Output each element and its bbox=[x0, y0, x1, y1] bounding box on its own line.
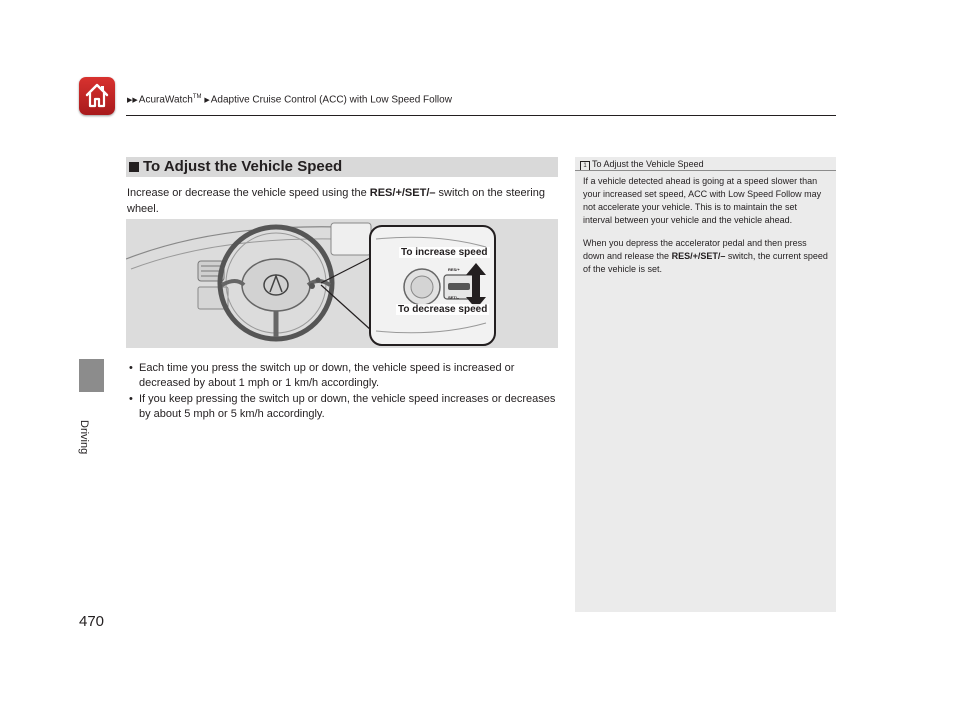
section-heading bbox=[126, 157, 558, 177]
reference-icon: 1 bbox=[580, 161, 590, 171]
note-paragraph: If a vehicle detected ahead is going at a speed slower than your increased set speed, ACC with Low Speed Follow may not accelerate your vehicle. This is to maintain the set interval between your vehicle and the vehicle ahead. bbox=[583, 176, 822, 225]
decrease-speed-callout: To decrease speed bbox=[398, 304, 488, 315]
heading-square-icon bbox=[129, 162, 139, 172]
res-switch-label: RES/+ bbox=[448, 267, 460, 272]
side-tab-label: Driving bbox=[78, 420, 90, 455]
side-tab-marker bbox=[79, 359, 104, 392]
note-title-text: To Adjust the Vehicle Speed bbox=[592, 159, 704, 169]
bullet-list bbox=[127, 361, 559, 423]
intro-paragraph bbox=[127, 185, 559, 217]
intro-text-end: switch on the steering wheel. bbox=[127, 187, 545, 215]
steering-wheel-illustration bbox=[126, 219, 558, 348]
bullet-item: • Each time you press the switch up or down, the vehicle speed is increased or decreased by about 1 mph or 1 km/h accordingly. bbox=[127, 361, 559, 391]
note-text: When you depress the accelerator pedal and then press down and release the bbox=[583, 238, 807, 261]
header-rule bbox=[126, 115, 836, 116]
note-switch-name: RES/+/SET/– bbox=[671, 251, 726, 261]
switch-name: RES/+/SET/– bbox=[369, 187, 436, 199]
note-body bbox=[583, 175, 828, 286]
home-button[interactable] bbox=[79, 77, 115, 115]
note-rule bbox=[575, 170, 836, 171]
section-title: To Adjust the Vehicle Speed bbox=[143, 158, 343, 175]
breadcrumb-arrow-icon: ▶ bbox=[204, 97, 210, 105]
page-number: 470 bbox=[79, 613, 105, 630]
home-icon bbox=[84, 82, 110, 109]
breadcrumb-arrow-icon: ▶▶ bbox=[127, 97, 138, 105]
intro-text: Increase or decrease the vehicle speed using the bbox=[127, 187, 370, 199]
bullet-item: • If you keep pressing the switch up or down, the vehicle speed increases or decreases by about 5 mph or 5 km/h accordingly. bbox=[127, 392, 559, 422]
note-paragraph bbox=[583, 237, 828, 276]
breadcrumb bbox=[127, 94, 452, 105]
steering-wheel-drawing bbox=[126, 219, 558, 348]
breadcrumb-item-acc[interactable]: Adaptive Cruise Control (ACC) with Low Speed Follow bbox=[210, 94, 452, 106]
note-text-end: switch, the current speed of the vehicle is set. bbox=[583, 251, 828, 274]
breadcrumb-item-acurawatch[interactable]: AcuraWatch bbox=[138, 94, 193, 106]
set-switch-label: SET/– bbox=[448, 295, 460, 300]
increase-speed-callout: To increase speed bbox=[401, 247, 488, 258]
trademark-mark: TM bbox=[192, 94, 202, 100]
